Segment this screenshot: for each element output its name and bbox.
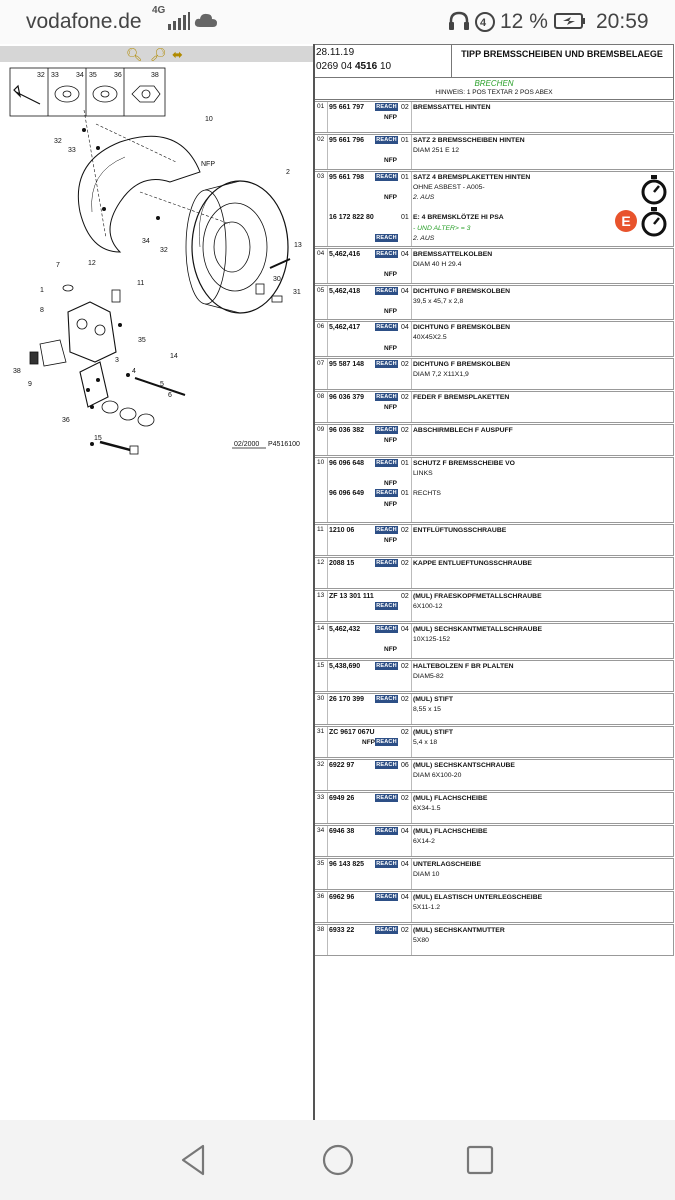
part-description: DICHTUNG F BREMSKOLBEN — [413, 360, 511, 368]
parts-table — [315, 101, 674, 957]
part-number[interactable]: ZF 13 301 111 — [329, 592, 374, 600]
callout-31: 31 — [293, 289, 301, 296]
callout-32b: 32 — [54, 138, 62, 145]
part-description: (MUL) SECHSKANTSCHRAUBE — [413, 761, 515, 769]
quantity: 02 — [401, 559, 409, 567]
reach-badge: REACH — [376, 559, 397, 566]
row-position: 33 — [317, 793, 325, 801]
callout-36b: 36 — [62, 417, 70, 424]
part-description: SATZ 4 BREMSPLAKETTEN HINTEN — [413, 173, 531, 181]
row-position: 34 — [317, 826, 325, 834]
stopwatch-icon[interactable] — [639, 206, 669, 238]
row-position: 36 — [317, 892, 325, 900]
doc-header — [315, 44, 674, 78]
quantity: 04 — [401, 860, 409, 868]
part-number[interactable]: 6946 38 — [329, 827, 355, 835]
part-number[interactable]: 5,438,690 — [329, 662, 361, 670]
headphones-icon — [448, 11, 470, 31]
quantity: 04 — [401, 625, 409, 633]
reach-badge: REACH — [376, 426, 397, 433]
part-description: DIAM 10 — [413, 870, 440, 878]
callout-14: 14 — [170, 353, 178, 360]
part-description: - UND ALTER> = 3 — [413, 224, 471, 232]
parts-row[interactable] — [315, 358, 674, 390]
part-number[interactable]: 5,462,418 — [329, 287, 361, 295]
part-description: 2. AUS — [413, 193, 435, 201]
callout-6: 6 — [168, 392, 172, 399]
part-number[interactable]: 5,462,432 — [329, 625, 361, 633]
part-description: E: 4 BREMSKLÖTZE HI PSA — [413, 214, 504, 222]
parts-row[interactable] — [315, 590, 674, 622]
clock: 20:59 — [596, 10, 649, 33]
home-icon[interactable] — [320, 1140, 356, 1180]
callout-5: 5 — [160, 381, 164, 388]
part-number[interactable]: 26 170 399 — [329, 695, 365, 703]
callout-nfp: NFP — [201, 161, 215, 168]
part-description: DIAM 40 H 29.4 — [413, 261, 462, 269]
part-number[interactable]: 95 587 148 — [329, 360, 365, 368]
part-description: (MUL) STIFT — [413, 728, 454, 736]
part-description: DICHTUNG F BREMSKOLBEN — [413, 324, 511, 332]
navigation-bar — [0, 1120, 675, 1200]
part-description: (MUL) FLACHSCHEIBE — [413, 794, 488, 802]
reach-badge: REACH — [376, 893, 397, 900]
part-number[interactable]: 95 661 798 — [329, 173, 365, 181]
recents-icon[interactable] — [464, 1140, 496, 1180]
quantity: 01 — [401, 137, 409, 144]
part-description: SATZ 2 BREMSSCHEIBEN HINTEN — [413, 137, 525, 144]
part-description: 6X34-1.5 — [413, 804, 441, 812]
reach-badge: REACH — [376, 393, 397, 400]
part-description: ABSCHIRMBLECH F AUSPUFF — [413, 426, 513, 434]
diagram-ref-date: 02/2000 — [234, 441, 260, 448]
part-number[interactable]: 96 096 648 — [329, 459, 365, 467]
part-number[interactable]: 6922 97 — [329, 761, 355, 769]
nfp-flag: NFP — [384, 500, 397, 508]
part-number[interactable]: 96 143 825 — [329, 860, 365, 868]
nfp-flag: NFP — [384, 157, 397, 165]
quantity: 02 — [401, 360, 409, 368]
back-icon[interactable] — [177, 1140, 209, 1180]
parts-row[interactable] — [315, 623, 674, 659]
callout-13: 13 — [294, 242, 302, 249]
callout-2: 2 — [286, 169, 290, 176]
part-description: DIAM 251 E 12 — [413, 147, 460, 155]
quantity: 02 — [401, 662, 409, 670]
part-number[interactable]: ZC 9617 067U — [329, 728, 375, 736]
nfp-flag: NFP — [384, 271, 397, 279]
row-position: 07 — [317, 359, 325, 367]
callout-32: 32 — [37, 72, 45, 79]
quantity: 01 — [401, 214, 409, 222]
callout-35: 35 — [89, 72, 97, 79]
part-description: 5X11-1.2 — [413, 903, 441, 911]
callout-30: 30 — [273, 276, 281, 283]
reach-badge: REACH — [376, 625, 397, 632]
nfp-flag: NFP — [362, 738, 375, 746]
diagram-pane — [0, 44, 313, 1120]
row-position: 38 — [317, 925, 325, 933]
reach-badge: REACH — [376, 287, 397, 294]
signal-icon — [168, 12, 190, 30]
quantity: 04 — [401, 827, 409, 835]
callout-15: 15 — [94, 435, 102, 442]
reach-badge: REACH — [376, 662, 397, 669]
nfp-flag: NFP — [384, 193, 397, 201]
carrier-name: vodafone.de — [26, 10, 142, 33]
part-description: SCHUTZ F BREMSSCHEIBE VO — [413, 459, 515, 467]
group-name: BRECHEN — [474, 79, 514, 88]
part-number[interactable]: 96 036 382 — [329, 426, 365, 434]
parts-row[interactable] — [315, 825, 674, 857]
nfp-flag: NFP — [384, 403, 397, 411]
part-description: DIAM 7,2 X11X1,9 — [413, 370, 469, 378]
exploded-parts-diagram — [0, 62, 313, 462]
quantity: 02 — [401, 526, 409, 534]
part-number[interactable]: 2088 15 — [329, 559, 355, 567]
part-number[interactable]: 5,462,416 — [329, 250, 361, 258]
callout-8: 8 — [40, 307, 44, 314]
reach-badge: REACH — [376, 526, 397, 533]
parts-row[interactable] — [315, 524, 674, 556]
row-position: 09 — [317, 425, 325, 433]
part-description: (MUL) FLACHSCHEIBE — [413, 827, 488, 835]
callout-33: 33 — [51, 72, 59, 79]
reach-badge: REACH — [376, 490, 397, 497]
callout-34: 34 — [76, 72, 84, 79]
callout-10: 10 — [205, 116, 213, 123]
parts-row[interactable] — [315, 391, 674, 423]
part-description: HALTEBOLZEN F BR PLALTEN — [413, 662, 514, 670]
reach-badge: REACH — [376, 173, 397, 180]
reach-badge: REACH — [376, 137, 397, 143]
doc-date: 28.11.19 — [316, 47, 355, 58]
quantity: 04 — [401, 250, 409, 258]
parts-row[interactable] — [315, 726, 674, 758]
part-number[interactable]: 6962 96 — [329, 893, 355, 901]
reach-badge: REACH — [376, 603, 397, 610]
parts-row[interactable] — [315, 891, 674, 923]
row-position: 03 — [317, 172, 325, 180]
callout-38b: 38 — [13, 368, 21, 375]
reach-badge: REACH — [376, 738, 397, 745]
callout-36: 36 — [114, 72, 122, 79]
lte-icon — [474, 11, 496, 33]
cloud-icon — [194, 12, 218, 28]
part-description: UNTERLAGSCHEIBE — [413, 860, 481, 868]
part-number[interactable]: 6949 26 — [329, 794, 355, 802]
part-description: OHNE ASBEST - A005- — [413, 183, 485, 191]
reach-badge: REACH — [376, 761, 397, 768]
callout-33b: 33 — [68, 147, 76, 154]
parts-row[interactable] — [315, 924, 674, 956]
parts-row[interactable] — [315, 457, 674, 523]
reach-badge: REACH — [376, 234, 397, 241]
row-position: 13 — [317, 591, 325, 599]
quantity: 01 — [401, 459, 409, 467]
part-number[interactable]: 6933 22 — [329, 926, 355, 934]
part-description: RECHTS — [413, 490, 441, 498]
row-position: 15 — [317, 661, 325, 669]
quantity: 04 — [401, 893, 409, 901]
parts-row[interactable] — [315, 858, 674, 890]
doc-title: TIPP BREMSSCHEIBEN UND BREMSBELAEGE — [461, 49, 663, 59]
part-description: 2. AUS — [413, 234, 435, 242]
row-position: 14 — [317, 624, 325, 632]
quantity: 01 — [401, 490, 409, 498]
part-description: (MUL) FRAESKOPFMETALLSCHRAUBE — [413, 592, 542, 600]
part-description: DIAM5-82 — [413, 672, 444, 680]
diagram-toolbar — [0, 46, 313, 62]
part-description: KAPPE ENTLUEFTUNGSSCHRAUBE — [413, 559, 532, 567]
part-description: ENTFLÜFTUNGSSCHRAUBE — [413, 526, 507, 534]
part-number[interactable]: 96 096 649 — [329, 490, 365, 498]
row-position: 30 — [317, 694, 325, 702]
zoom-out-icon[interactable]: 🔎︎ — [150, 47, 167, 62]
part-description: (MUL) SECHSKANTMETALLSCHRAUBE — [413, 625, 543, 633]
status-bar — [0, 0, 675, 44]
reach-badge: REACH — [376, 794, 397, 801]
row-position: 01 — [317, 103, 325, 110]
doc-code: 0269 04 4516 10 — [316, 61, 392, 72]
parts-row[interactable] — [315, 759, 674, 791]
quantity: 02 — [401, 104, 409, 111]
row-position: 31 — [317, 727, 325, 735]
part-number[interactable]: 16 172 822 80 — [329, 214, 374, 222]
callout-1: 1 — [40, 287, 44, 294]
part-description: 40X45X2.5 — [413, 334, 447, 342]
callout-7: 7 — [56, 262, 60, 269]
part-description: 39,5 x 45,7 x 2,8 — [413, 297, 464, 305]
row-position: 04 — [317, 249, 325, 257]
part-description: (MUL) SECHSKANTMUTTER — [413, 926, 505, 934]
part-number[interactable]: 95 661 796 — [329, 137, 365, 144]
row-position: 35 — [317, 859, 325, 867]
quantity: 06 — [401, 761, 409, 769]
part-description: 5,4 x 18 — [413, 738, 438, 746]
parts-row[interactable] — [315, 248, 674, 284]
part-description: 8,55 x 15 — [413, 705, 441, 713]
quantity: 04 — [401, 324, 409, 332]
part-description: BREMSSATTELKOLBEN — [413, 250, 493, 258]
row-position: 32 — [317, 760, 325, 768]
quantity: 02 — [401, 794, 409, 802]
part-number[interactable]: 95 661 797 — [329, 104, 365, 111]
reach-badge: REACH — [376, 459, 397, 466]
callout-3: 3 — [115, 357, 119, 364]
quantity: 02 — [401, 695, 409, 703]
part-number[interactable]: 5,462,417 — [329, 324, 361, 332]
nfp-flag: NFP — [384, 307, 397, 315]
parts-row[interactable] — [315, 134, 674, 170]
stopwatch-icon[interactable] — [639, 174, 669, 206]
part-description: 6X14-2 — [413, 837, 435, 845]
callout-4: 4 — [132, 368, 136, 375]
callout-38: 38 — [151, 72, 159, 79]
callout-9: 9 — [28, 381, 32, 388]
callout-12: 12 — [88, 260, 96, 267]
row-position: 06 — [317, 323, 325, 331]
reach-badge: REACH — [376, 827, 397, 834]
part-description: FEDER F BREMSPLAKETTEN — [413, 393, 510, 401]
hint-text: HINWEIS: 1 POS TEXTAR 2 POS ABEX — [435, 89, 553, 96]
row-position: 05 — [317, 286, 325, 294]
part-description: BREMSSATTEL HINTEN — [413, 104, 491, 111]
quantity: 04 — [401, 287, 409, 295]
parts-row[interactable] — [315, 424, 674, 456]
nfp-flag: NFP — [384, 436, 397, 444]
row-position: 11 — [317, 525, 324, 533]
e-badge-icon[interactable]: E — [615, 210, 637, 232]
quantity: 02 — [401, 592, 409, 600]
parts-row[interactable] — [315, 171, 674, 247]
nfp-flag: NFP — [384, 114, 397, 122]
part-description: (MUL) ELASTISCH UNTERLEGSCHEIBE — [413, 893, 543, 901]
quantity: 01 — [401, 173, 409, 181]
quantity: 02 — [401, 426, 409, 434]
catalog-page — [0, 44, 675, 1120]
quantity: 02 — [401, 393, 409, 401]
battery-icon — [554, 13, 586, 29]
parts-row[interactable] — [315, 693, 674, 725]
reach-badge: REACH — [376, 250, 397, 257]
reach-badge: REACH — [376, 324, 397, 331]
reach-badge: REACH — [376, 695, 397, 702]
reach-badge: REACH — [376, 360, 397, 367]
part-description: 6X100-12 — [413, 603, 443, 611]
parts-list-pane — [315, 44, 675, 1120]
part-description: 10X125-152 — [413, 636, 451, 644]
diagram-ref-code: P4516100 — [268, 441, 300, 448]
nfp-flag: NFP — [384, 344, 397, 352]
part-number[interactable]: 1210 06 — [329, 526, 355, 534]
parts-row[interactable] — [315, 557, 674, 589]
part-description: DICHTUNG F BREMSKOLBEN — [413, 287, 511, 295]
part-number[interactable]: 96 036 379 — [329, 393, 365, 401]
reach-badge: REACH — [376, 104, 397, 110]
callout-34b: 34 — [142, 238, 150, 245]
parts-row[interactable] — [315, 101, 674, 133]
parts-row[interactable] — [315, 660, 674, 692]
svg-text:4: 4 — [480, 17, 487, 29]
battery-percent: 12 % — [500, 10, 548, 33]
reach-badge: REACH — [376, 860, 397, 867]
callout-11: 11 — [137, 280, 145, 287]
row-position: 08 — [317, 392, 325, 400]
parts-row[interactable] — [315, 792, 674, 824]
doc-subheader — [315, 77, 674, 100]
nfp-flag: NFP — [384, 646, 397, 654]
part-description: (MUL) STIFT — [413, 695, 454, 703]
zoom-in-icon[interactable]: 🔍︎ — [126, 47, 143, 62]
row-position: 12 — [317, 558, 325, 566]
callout-35b: 35 — [138, 337, 146, 344]
zoom-fit-icon[interactable]: ⬌ — [172, 47, 183, 62]
part-description: 5X80 — [413, 936, 429, 944]
quantity: 02 — [401, 728, 409, 736]
network-type: 4G — [152, 5, 166, 16]
quantity: 02 — [401, 926, 409, 934]
row-position: 02 — [317, 136, 325, 143]
nfp-flag: NFP — [384, 537, 397, 545]
reach-badge: REACH — [376, 926, 397, 933]
part-description: LINKS — [413, 469, 433, 477]
parts-row[interactable] — [315, 321, 674, 357]
nfp-flag: NFP — [384, 480, 397, 488]
row-position: 10 — [317, 458, 325, 466]
callout-32c: 32 — [160, 247, 168, 254]
part-description: DIAM 6X100-20 — [413, 771, 462, 779]
parts-row[interactable] — [315, 285, 674, 321]
